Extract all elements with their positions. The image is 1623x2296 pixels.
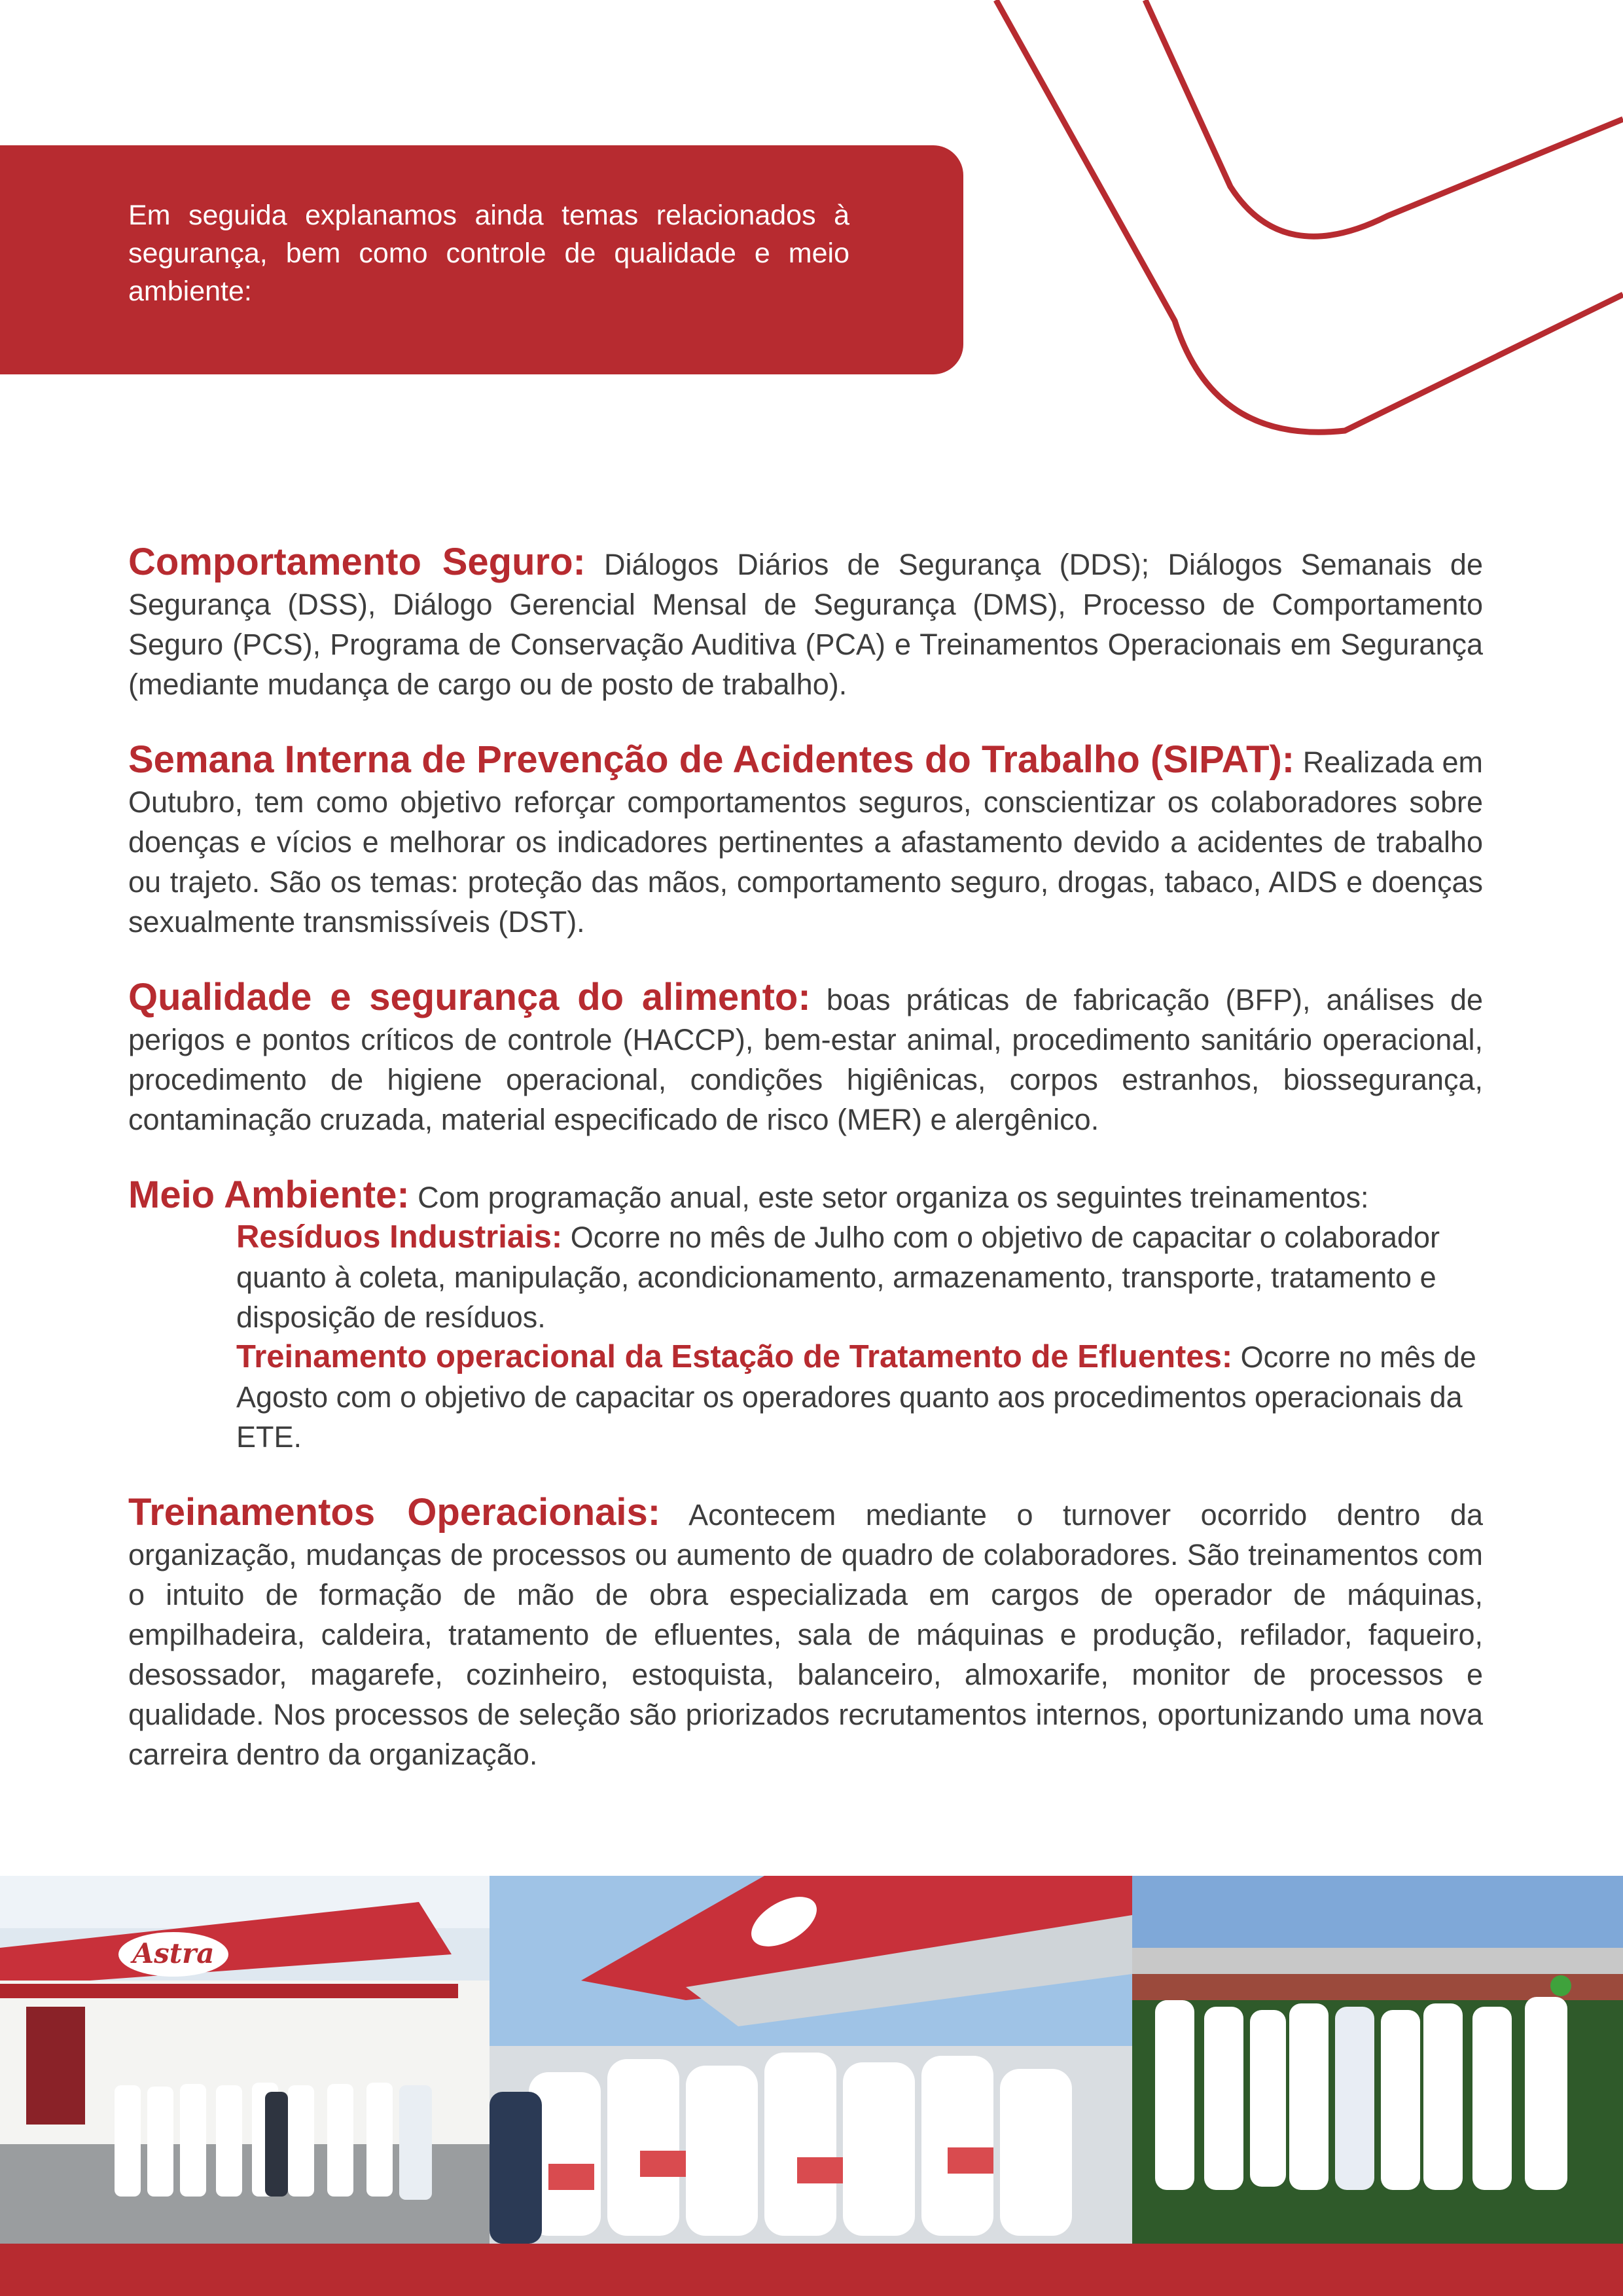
- subsection-title: Treinamento operacional da Estação de Tratamento de Efluentes:: [236, 1339, 1233, 1374]
- section-treinamentos: [128, 1492, 1483, 1774]
- section-title: Meio Ambiente:: [128, 1174, 410, 1216]
- section-meio-ambiente: [128, 1175, 1483, 1217]
- section-qualidade: [128, 977, 1483, 1139]
- section-comportamento-seguro: [128, 542, 1483, 704]
- section-title: Comportamento Seguro:: [128, 541, 586, 583]
- photo-facade-group: [0, 1876, 490, 2244]
- section-title: Treinamentos Operacionais:: [128, 1491, 661, 1534]
- photo-certificate-group: [490, 1876, 1132, 2244]
- photo-field-group: [1132, 1876, 1623, 2244]
- section-sipat: [128, 740, 1483, 942]
- section-body: boas práticas de fabricação (BFP), análises de perigos e pontos críticos de controle (HACCP), bem-estar animal, procedimento sanitário operacional, procedimento de higiene operacional, condições higiênicas, corpos estranhos, biossegurança, contaminação cruzada, material especificado de risco (MER) e alergênico.: [128, 983, 1484, 1136]
- section-body: Acontecem mediante o turnover ocorrido dentro da organização, mudanças de processos ou aumento de quadro de colaboradores. São treinamentos com o intuito de formação de mão de obra especializada em cargos de operador de máquinas, empilhadeira, caldeira, tratamento de efluentes, sala de máquinas e produção, refilador, faqueiro, desossador, magarefe, cozinheiro, estoquista, balanceiro, almoxarife, monitor de processos e qualidade. Nos processos de seleção são priorizados recrutamentos internos, oportunizando uma nova carreira dentro da organização.: [128, 1498, 1483, 1771]
- section-title: Semana Interna de Prevenção de Acidentes do Trabalho (SIPAT):: [128, 738, 1295, 781]
- subsection-title: Resíduos Industriais:: [236, 1219, 563, 1255]
- astra-logo: Astra: [132, 1937, 215, 1969]
- section-body: Com programação anual, este setor organiza os seguintes treinamentos:: [409, 1181, 1369, 1214]
- photo-strip: [0, 1876, 1623, 2244]
- section-title: Qualidade e segurança do alimento:: [128, 976, 811, 1018]
- footer-bar: [0, 2244, 1623, 2296]
- subsection-body: Ocorre no mês de Julho com o objetivo de capacitar o colaborador quanto à coleta, manipulação, acondicionamento, armazenamento, transporte, tratamento e disposição de resíduos.: [236, 1221, 1440, 1334]
- section-body: Realizada em Outubro, tem como objetivo reforçar comportamentos seguros, conscientizar os colaboradores sobre doenças e vícios e melhorar os indicadores pertinentes a afastamento devido a acidentes de trabalho ou trajeto. São os temas: proteção das mãos, comportamento seguro, drogas, tabaco, AIDS e doenças sexualmente transmissíveis (DST).: [128, 745, 1484, 939]
- section-body: Diálogos Diários de Segurança (DDS); Diálogos Semanais de Segurança (DSS), Diálogo Gerencial Mensal de Segurança (DMS), Processo de Comportamento Seguro (PCS), Programa de Conservação Auditiva (PCA) e Treinamentos Operacionais em Segurança (mediante mudança de cargo ou de posto de trabalho).: [128, 548, 1483, 701]
- subsection-body: Ocorre no mês de Agosto com o objetivo de capacitar os operadores quanto aos procedimentos operacionais da ETE.: [236, 1340, 1476, 1454]
- main-content: [128, 542, 1483, 1774]
- subsection-residuos: [236, 1217, 1483, 1337]
- intro-text: Em seguida explanamos ainda temas relacionados à segurança, bem como controle de qualidade e meio ambiente:: [128, 200, 849, 307]
- subsection-ete: [236, 1337, 1483, 1457]
